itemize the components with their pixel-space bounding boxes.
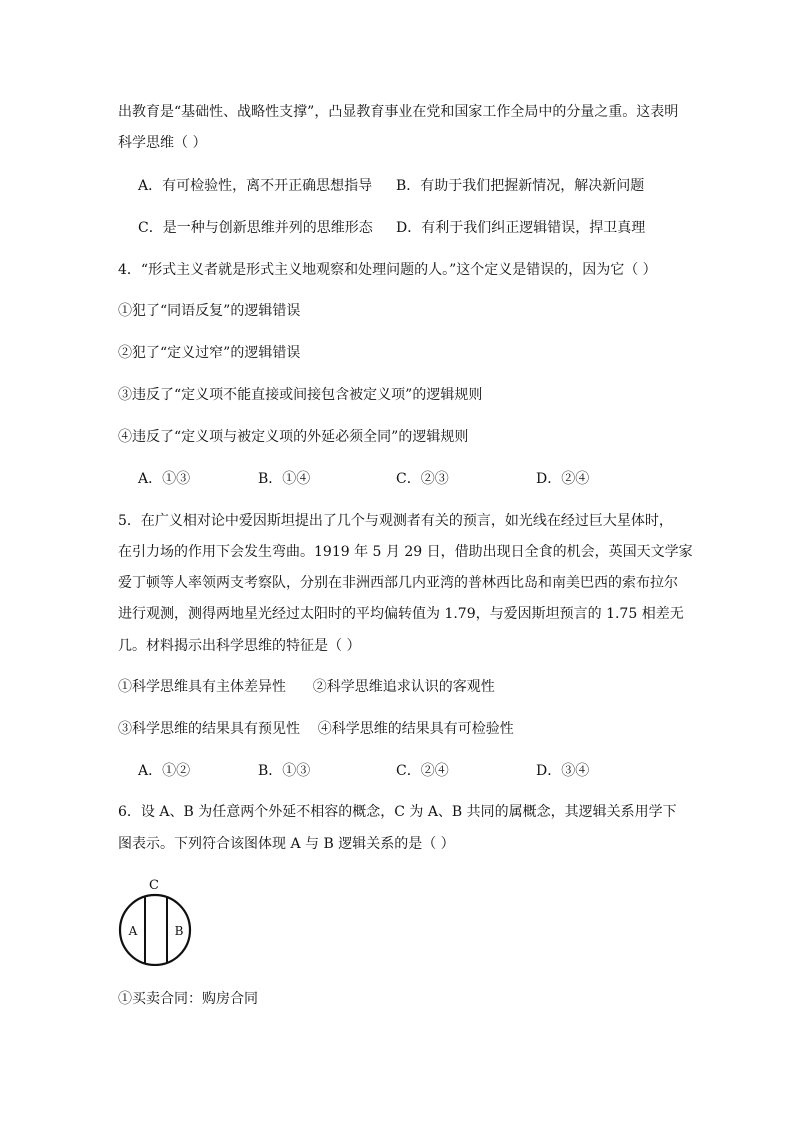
q5-stem-line-2: 在引力场的作用下会发生弯曲。1919 年 5 月 29 日，借助出现日全食的机会，英国天文学家	[118, 544, 693, 560]
q6-item-1: ①买卖合同：购房合同	[118, 991, 258, 1007]
q5-stem-line-4: 进行观测，测得两地星光经过太阳时的平均偏转值为 1.79，与爱因斯坦预言的 1.75 相差无	[118, 606, 684, 622]
q4-item-1: ①犯了“同语反复”的逻辑错误	[118, 303, 301, 319]
q6-stem-line-2: 图表示。下列符合该图体现 A 与 B 逻辑关系的是（ ）	[118, 836, 455, 852]
q5-stem-line-1: 5．在广义相对论中爱因斯坦提出了几个与观测者有关的预言，如光线在经过巨大星体时，	[118, 513, 673, 529]
q4-item-3: ③违反了“定义项不能直接或间接包含被定义项”的逻辑规则	[118, 387, 483, 403]
q4-option-d: D．②④	[536, 471, 590, 487]
q6-stem-line-1: 6．设 A、B 为任意两个外延不相容的概念，C 为 A、B 共同的属概念，其逻辑关系用学下	[118, 804, 677, 820]
diagram-label-c: C	[149, 878, 159, 893]
q5-option-c: C．②④	[396, 763, 449, 779]
q4-option-b: B．①④	[258, 471, 311, 487]
q5-option-a: A．①②	[138, 763, 191, 779]
q3-option-b: B．有助于我们把握新情况，解决新问题	[396, 178, 645, 194]
diagram-label-b: B	[174, 924, 184, 938]
q4-option-c: C．②③	[396, 471, 449, 487]
q3-option-c: C．是一种与创新思维并列的思维形态	[138, 220, 373, 236]
q5-stem-line-5: 几。材料揭示出科学思维的特征是（ ）	[118, 638, 361, 654]
q5-option-d: D．③④	[536, 763, 590, 779]
q4-option-a: A．①③	[138, 471, 191, 487]
diagram-label-a: A	[128, 924, 138, 938]
q5-stem-line-3: 爱丁顿等人率领两支考察队，分别在非洲西部几内亚湾的普林西比岛和南美巴西的索布拉尔	[118, 575, 678, 591]
q4-item-4: ④违反了“定义项与被定义项的外延必须全同”的逻辑规则	[118, 429, 469, 445]
q3-stem-line-1: 出教育是“基础性、战略性支撑”，凸显教育事业在党和国家工作全局中的分量之重。这表明	[118, 104, 679, 120]
q4-stem: 4．“形式主义者就是形式主义地观察和处理问题的人。”这个定义是错误的，因为它（ ）	[118, 262, 657, 278]
q5-items-3-4: ③科学思维的结果具有预见性 ④科学思维的结果具有可检验性	[118, 721, 514, 737]
q4-item-2: ②犯了“定义过窄”的逻辑错误	[118, 345, 301, 361]
q3-option-d: D．有利于我们纠正逻辑错误，捍卫真理	[396, 220, 646, 236]
q5-option-b: B．①③	[258, 763, 311, 779]
concept-relation-diagram	[118, 876, 208, 966]
q3-stem-line-2: 科学思维（ ）	[118, 135, 207, 151]
q5-items-1-2: ①科学思维具有主体差异性 ②科学思维追求认识的客观性	[118, 679, 495, 695]
q3-option-a: A．有可检验性，离不开正确思想指导	[138, 178, 373, 194]
